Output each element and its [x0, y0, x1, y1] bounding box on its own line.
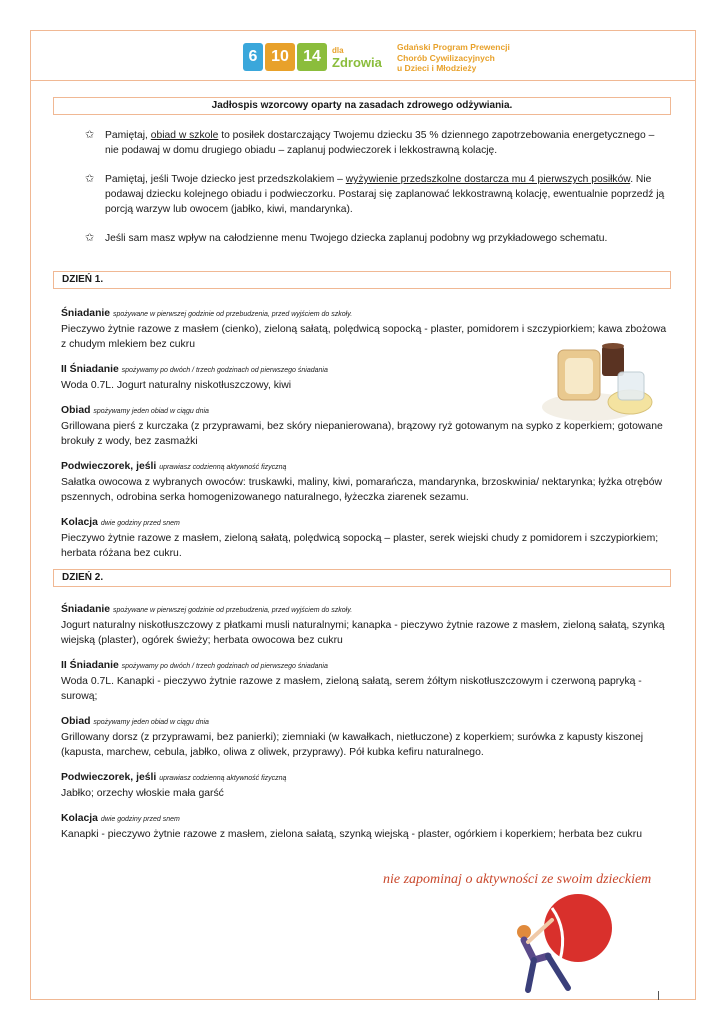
meal-item: Kolacja dwie godziny przed snem Kanapki - pieczywo żytnie razowe z masłem, zielona sałatą, szynką wiejską - plaster, ogórkiem i koperkiem; herbata bez cukru [61, 813, 642, 840]
program-line-1: Gdański Program Prewencji [397, 42, 510, 52]
meal-item: Śniadanie spożywane w pierwszej godzinie od przebudzenia, przed wyjściem do szkoły. Pieczywo żytnie razowe z masłem (cienko), zieloną sałatą, polędwicą sopocką - plaster, pomidorem i szczypiorkiem; kawa zbożowa z chudym mlekiem bez cukru [61, 308, 667, 350]
activity-slogan: nie zapominaj o aktywności ze swoim dzieckiem [383, 872, 652, 887]
meal-item: Kolacja dwie godziny przed snem Pieczywo żytnie razowe z masłem, zieloną sałatą, polędwicą sopocką – plaster, serek wiejski chudy z pomidorem i szczypiorkiem; herbata różana bez cukru. [61, 517, 659, 559]
day-2-header: DZIEŃ 2. [53, 569, 671, 587]
day-2-menu [61, 602, 671, 852]
star-bullet-icon: ✩ [85, 173, 95, 185]
meal-item: Obiad spożywamy jeden obiad w ciągu dnia Grillowana pierś z kurczaka (z przyprawami, bez skóry niepanierowana), brązowy ryż gotowanym na sypko z koperkiem; gotowane brokuły z wody, bez zasmażki [61, 405, 663, 447]
meal-item: Podwieczorek, jeśli uprawiasz codzienną aktywność fizyczną Jabłko; orzechy włoskie mała garść [61, 772, 287, 799]
logo-number-6: 6 [243, 43, 263, 71]
tip-item: ✩ Jeśli sam masz wpływ na całodzienne menu Twojego dziecka zaplanuj podobny wg przykładowego schematu. [85, 232, 608, 244]
logo-zdrowia: Zdrowia [332, 55, 382, 70]
program-logo [243, 40, 382, 74]
header-divider [30, 80, 696, 81]
page-marker [658, 991, 659, 1000]
star-bullet-icon: ✩ [85, 232, 95, 244]
logo-number-14: 14 [297, 43, 327, 71]
tip-item: ✩ Pamiętaj, obiad w szkole to posiłek dostarczający Twojemu dziecku 35 % dziennego zapotrzebowania energetycznego – nie podawaj w domu drugiego obiadu – zaplanuj podwieczorek i lekkostrawną kolację. [85, 129, 655, 156]
day-1-header: DZIEŃ 1. [53, 271, 671, 289]
exercise-ball-illustration [508, 890, 618, 995]
meal-item: Obiad spożywamy jeden obiad w ciągu dnia Grillowany dorsz (z przyprawami, bez panierki); ziemniaki (w kawałkach, nietłuczone) z koperkiem; surówka z kapusty kiszonej (kapusta, marchew, cebula, jabłko, oliwa z oliwek, przyprawy). Pół kubka kefiru naturalnego. [61, 716, 644, 758]
meal-item: Podwieczorek, jeśli uprawiasz codzienną aktywność fizyczną Sałatka owocowa z wybranych owoców: truskawki, maliny, kiwi, pomarańcza, mandarynka, brzoskwinia/ nektarynka; łyżka otrębów pszennych, odrobina serka homogenizowanego naturalnego, łyżeczka ziarenek sezamu. [61, 461, 662, 503]
logo-dla: dla [332, 46, 344, 55]
meal-item: II Śniadanie spożywamy po dwóch / trzech godzinach od pierwszego śniadania Woda 0.7L. Jogurt naturalny niskotłuszczowy, kiwi [61, 364, 328, 391]
program-line-3: u Dzieci i Młodzieży [397, 63, 477, 73]
tip-item: ✩ Pamiętaj, jeśli Twoje dziecko jest przedszkolakiem – wyżywienie przedszkolne dostarcza mu 4 pierwszych posiłków. Nie podawaj dziecku kolejnego obiadu i podwieczorku. Postaraj się zaplanować lekkostrawną kolację, ewentualnie poprzedź ją porcją warzyw lub owocem (jabłko, kiwi, mandarynka). [85, 173, 665, 215]
tips-list [85, 128, 665, 260]
tip-underlined: obiad w szkole [150, 130, 219, 141]
meal-item: Śniadanie spożywane w pierwszej godzinie od przebudzenia, przed wyjściem do szkoły. Jogurt naturalny niskotłuszczowy z płatkami musli naturalnymi; kanapka - pieczywo żytnie razowe z masłem, zieloną sałatą, szynką wiejską (plaster), ogórek świeży; herbata owocowa bez cukru [61, 604, 665, 646]
meal-item: II Śniadanie spożywamy po dwóch / trzech godzinach od pierwszego śniadania Woda 0.7L. Kanapki - pieczywo żytnie razowe z masłem, zieloną sałatą, serem żółtym niskotłuszczowym i czerwoną papryką - surową; [61, 660, 642, 702]
document-title: Jadłospis wzorcowy oparty na zasadach zdrowego odżywiania. [53, 97, 671, 115]
breakfast-illustration [540, 332, 660, 427]
program-name [397, 42, 510, 74]
tip-underlined: wyżywienie przedszkolne dostarcza mu 4 pierwszych posiłków [345, 174, 631, 185]
logo-number-10: 10 [265, 43, 295, 71]
star-bullet-icon: ✩ [85, 129, 95, 141]
program-line-2: Chorób Cywilizacyjnych [397, 52, 495, 63]
